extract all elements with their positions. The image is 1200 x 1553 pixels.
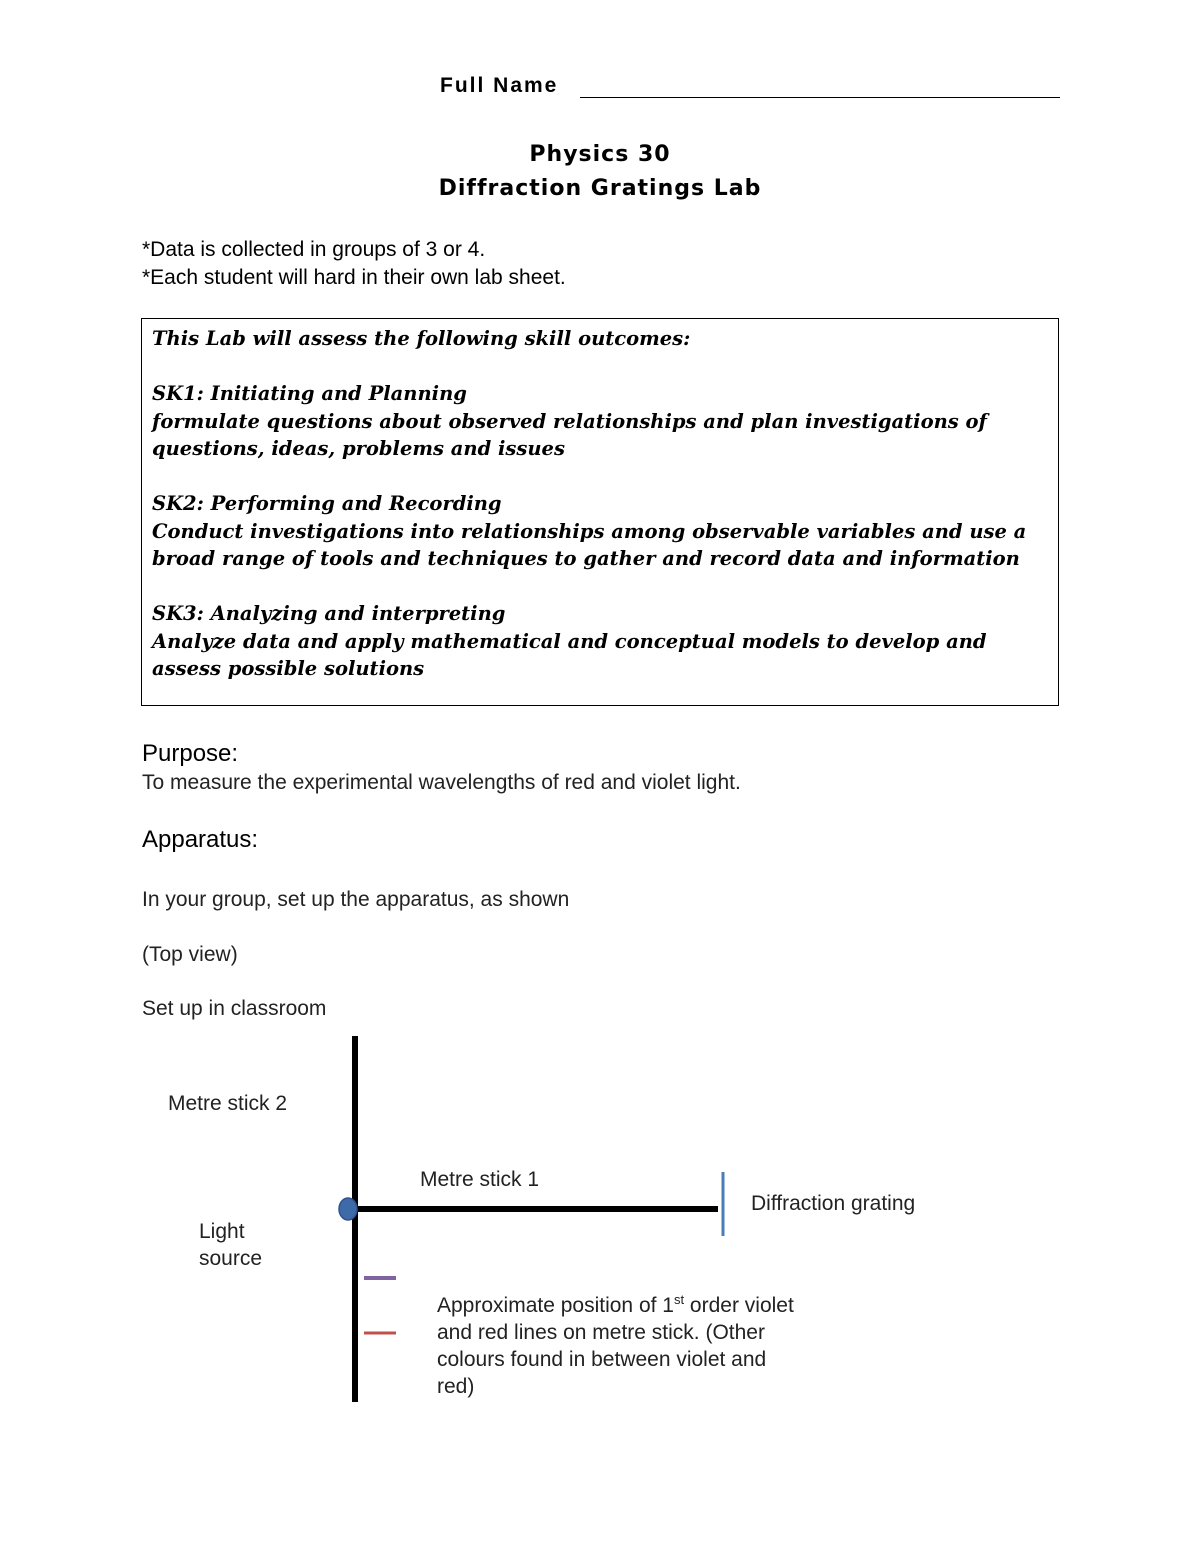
outcome-sk1-title: SK1: Initiating and Planning bbox=[152, 382, 467, 405]
lab-sheet-note: *Each student will hard in their own lab sheet. bbox=[142, 266, 566, 289]
metre-stick-2-label: Metre stick 2 bbox=[168, 1092, 288, 1115]
apparatus-instruction: In your group, set up the apparatus, as shown bbox=[142, 888, 570, 911]
note-prefix: Approximate position of 1 bbox=[437, 1294, 674, 1317]
group-note: *Data is collected in groups of 3 or 4. bbox=[142, 238, 486, 261]
light-source-icon bbox=[339, 1198, 357, 1220]
outcome-sk3-title: SK3: Analyzing and interpreting bbox=[152, 602, 506, 625]
apparatus-heading: Apparatus: bbox=[142, 826, 259, 853]
diffraction-grating-label: Diffraction grating bbox=[751, 1192, 916, 1215]
outcome-sk2-text: Conduct investigations into relationships among observable variables and use a broad range of tools and techniques to gather and record data and information bbox=[152, 519, 1027, 570]
metre-stick-1-label: Metre stick 1 bbox=[420, 1168, 540, 1191]
purpose-text: To measure the experimental wavelengths of red and violet light. bbox=[142, 771, 741, 794]
note-superscript: st bbox=[673, 1292, 685, 1307]
light-source-label-line1: Light bbox=[199, 1220, 245, 1243]
setup-location: Set up in classroom bbox=[142, 997, 327, 1020]
light-source-label-line2: source bbox=[199, 1247, 263, 1270]
spectral-lines-note bbox=[437, 1286, 794, 1400]
course-title: Physics 30 bbox=[529, 142, 671, 167]
top-view-label: (Top view) bbox=[142, 943, 238, 966]
outcome-sk1-text: formulate questions about observed relationships and plan investigations of questions, ideas, problems and issues bbox=[152, 409, 987, 460]
light-source-label bbox=[199, 1218, 262, 1272]
note-line1-rest: order violet bbox=[684, 1294, 794, 1317]
note-line3: colours found in between violet and bbox=[437, 1348, 767, 1371]
full-name-label: Full Name bbox=[440, 74, 559, 97]
lab-title: Diffraction Gratings Lab bbox=[438, 176, 762, 201]
outcomes-intro: This Lab will assess the following skill outcomes: bbox=[152, 327, 691, 350]
outcome-sk2-title: SK2: Performing and Recording bbox=[152, 492, 502, 515]
note-line4: red) bbox=[437, 1375, 475, 1398]
outcome-sk3-text: Analyze data and apply mathematical and conceptual models to develop and assess possible solutions bbox=[152, 629, 987, 680]
purpose-heading: Purpose: bbox=[142, 740, 239, 767]
note-line2: and red lines on metre stick. (Other bbox=[437, 1321, 765, 1344]
